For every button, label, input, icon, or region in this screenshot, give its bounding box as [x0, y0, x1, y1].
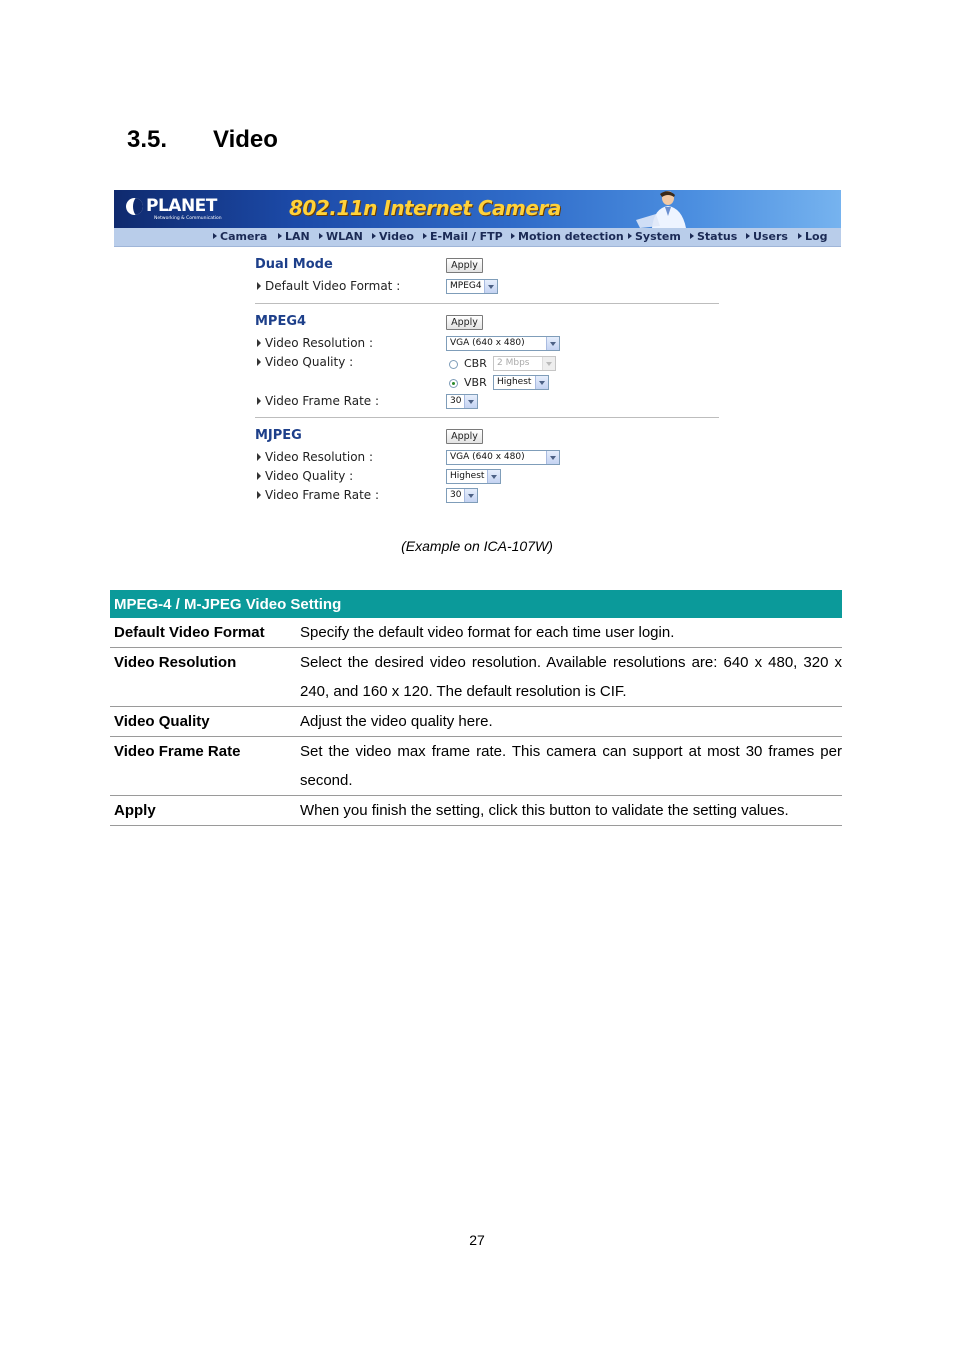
nav-status[interactable]: Status: [690, 230, 737, 243]
chevron-down-icon: [535, 376, 548, 389]
planet-logo-icon: [126, 198, 143, 215]
page-number: 27: [469, 1232, 485, 1248]
nav-lan[interactable]: LAN: [278, 230, 310, 243]
chevron-down-icon: [546, 451, 559, 464]
row-value: Select the desired video resolution. Available resolutions are: 640 x 480, 320 x 240, and 160 x 120. The default resolution is CIF.: [300, 654, 842, 700]
row-key: Apply: [114, 802, 156, 819]
section-heading: [127, 126, 278, 154]
nav-video[interactable]: Video: [372, 230, 414, 243]
arrow-right-icon: [278, 233, 282, 239]
row-key: Default Video Format: [114, 624, 265, 641]
arrow-right-icon: [628, 233, 632, 239]
default-video-format-label: Default Video Format :: [257, 279, 400, 293]
figure-caption: (Example on ICA-107W): [401, 538, 553, 554]
header-banner: [114, 190, 841, 228]
cbr-bitrate-select[interactable]: 2 Mbps: [493, 356, 556, 371]
camera-ui-screenshot: [114, 190, 841, 510]
arrow-right-icon: [746, 233, 750, 239]
arrow-right-icon: [511, 233, 515, 239]
section-number: 3.5.: [127, 126, 168, 153]
nav-motion-detection[interactable]: Motion detection: [511, 230, 624, 243]
row-key: Video Frame Rate: [114, 743, 241, 760]
dual-mode-apply-button[interactable]: Apply: [446, 258, 483, 273]
arrow-right-icon: [257, 358, 261, 366]
nav-wlan[interactable]: WLAN: [319, 230, 363, 243]
table-row: [110, 707, 842, 737]
arrow-right-icon: [798, 233, 802, 239]
nav-system[interactable]: System: [628, 230, 681, 243]
person-icon: [634, 190, 694, 228]
top-nav: [114, 228, 841, 247]
table-row: [110, 618, 842, 648]
mjpeg-apply-button[interactable]: Apply: [446, 429, 483, 444]
chevron-down-icon: [484, 280, 497, 293]
mjpeg-quality-select[interactable]: Highest: [446, 469, 501, 484]
mpeg4-title: MPEG4: [255, 314, 307, 329]
mpeg4-quality-label: Video Quality :: [257, 355, 353, 369]
mjpeg-frame-rate-label: Video Frame Rate :: [257, 488, 379, 502]
vbr-radio[interactable]: [449, 379, 458, 388]
row-value: When you finish the setting, click this button to validate the setting values.: [300, 802, 789, 819]
table-row: [110, 796, 842, 826]
row-key: Video Resolution: [114, 654, 237, 671]
arrow-right-icon: [257, 397, 261, 405]
arrow-right-icon: [319, 233, 323, 239]
vbr-label: VBR: [464, 376, 487, 389]
video-setting-table: [110, 590, 842, 826]
arrow-right-icon: [213, 233, 217, 239]
mjpeg-quality-label: Video Quality :: [257, 469, 353, 483]
nav-log[interactable]: Log: [798, 230, 827, 243]
chevron-down-icon: [464, 489, 477, 502]
chevron-down-icon: [542, 357, 555, 370]
mpeg4-resolution-select[interactable]: VGA (640 x 480): [446, 336, 560, 351]
mjpeg-frame-rate-select[interactable]: 30: [446, 488, 478, 503]
mpeg4-frame-rate-label: Video Frame Rate :: [257, 394, 379, 408]
brand-tagline: Networking & Communication: [154, 216, 222, 221]
row-value: Specify the default video format for each time user login.: [300, 624, 675, 641]
mjpeg-resolution-select[interactable]: VGA (640 x 480): [446, 450, 560, 465]
mjpeg-resolution-label: Video Resolution :: [257, 450, 373, 464]
arrow-right-icon: [257, 491, 261, 499]
cbr-radio[interactable]: [449, 360, 458, 369]
arrow-right-icon: [257, 472, 261, 480]
row-value: Set the video max frame rate. This camera can support at most 30 frames per second.: [300, 743, 842, 789]
default-video-format-select[interactable]: MPEG4: [446, 279, 498, 294]
nav-email-ftp[interactable]: E-Mail / FTP: [423, 230, 503, 243]
table-header: MPEG-4 / M-JPEG Video Setting: [110, 590, 842, 618]
chevron-down-icon: [464, 395, 477, 408]
row-value: Adjust the video quality here.: [300, 713, 493, 730]
chevron-down-icon: [546, 337, 559, 350]
row-key: Video Quality: [114, 713, 210, 730]
nav-camera[interactable]: Camera: [213, 230, 267, 243]
arrow-right-icon: [257, 282, 261, 290]
arrow-right-icon: [257, 453, 261, 461]
product-title: 802.11n Internet Camera: [289, 196, 561, 220]
table-row: [110, 648, 842, 707]
arrow-right-icon: [690, 233, 694, 239]
section-title: Video: [213, 126, 278, 153]
dual-mode-title: Dual Mode: [255, 257, 333, 272]
arrow-right-icon: [423, 233, 427, 239]
mpeg4-apply-button[interactable]: Apply: [446, 315, 483, 330]
arrow-right-icon: [257, 339, 261, 347]
arrow-right-icon: [372, 233, 376, 239]
nav-users[interactable]: Users: [746, 230, 788, 243]
chevron-down-icon: [487, 470, 500, 483]
vbr-quality-select[interactable]: Highest: [493, 375, 549, 390]
divider: [255, 417, 719, 418]
mjpeg-title: MJPEG: [255, 428, 302, 443]
cbr-label: CBR: [464, 357, 487, 370]
brand-name: PLANET: [146, 196, 217, 216]
planet-logo: [126, 196, 217, 216]
table-row: [110, 737, 842, 796]
mpeg4-resolution-label: Video Resolution :: [257, 336, 373, 350]
divider: [255, 303, 719, 304]
mpeg4-frame-rate-select[interactable]: 30: [446, 394, 478, 409]
